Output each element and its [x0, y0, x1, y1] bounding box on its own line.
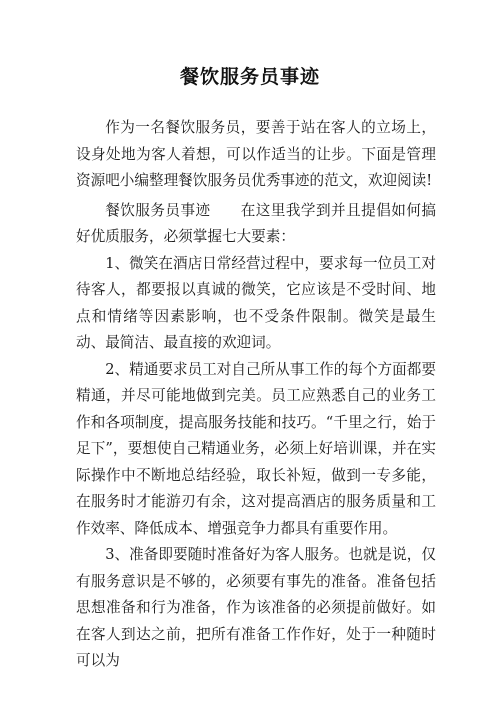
intro-paragraph: 作为一名餐饮服务员，要善于站在客人的立场上，设身处地为客人着想，可以作适当的让步。下面是管理资源吧小编整理餐饮服务员优秀事迹的范文，欢迎阅读! — [76, 119, 436, 189]
section-heading-paragraph: 餐饮服务员事迹 在这里我学到并且提倡如何搞好优质服务，必须掌握七大要素： — [76, 201, 436, 245]
element-1-smile-paragraph: 1、微笑在酒店日常经营过程中，要求每一位员工对待客人，都要报以真诚的微笑，它应该是不受时间、地点和情绪等因素影响，也不受条件限制。微笑是最生动、最简洁、最直接的欢迎词。 — [76, 254, 436, 351]
element-2-proficiency-paragraph: 2、精通要求员工对自己所从事工作的每个方面都要精通，并尽可能地做到完美。员工应熟悉自己的业务工作和各项制度，提高服务技能和技巧。“千里之行，始于足下”，要想使自己精通业务，必须上好培训课，并在实际操作中不断地总结经验，取长补短，做到一专多能，在服务时才能游刃有余，这对提高酒店的服务质量和工作效率、降低成本、增强竞争力都具有重要作用。 — [76, 360, 436, 537]
document-title: 餐饮服务员事迹 — [179, 66, 320, 88]
document-body — [76, 115, 436, 675]
element-3-preparation-paragraph: 3、准备即要随时准备好为客人服务。也就是说，仅有服务意识是不够的，必须要有事先的准备。准备包括思想准备和行为准备，作为该准备的必须提前做好。如在客人到达之前，把所有准备工作作好，处于一种随时可以为 — [76, 546, 436, 669]
